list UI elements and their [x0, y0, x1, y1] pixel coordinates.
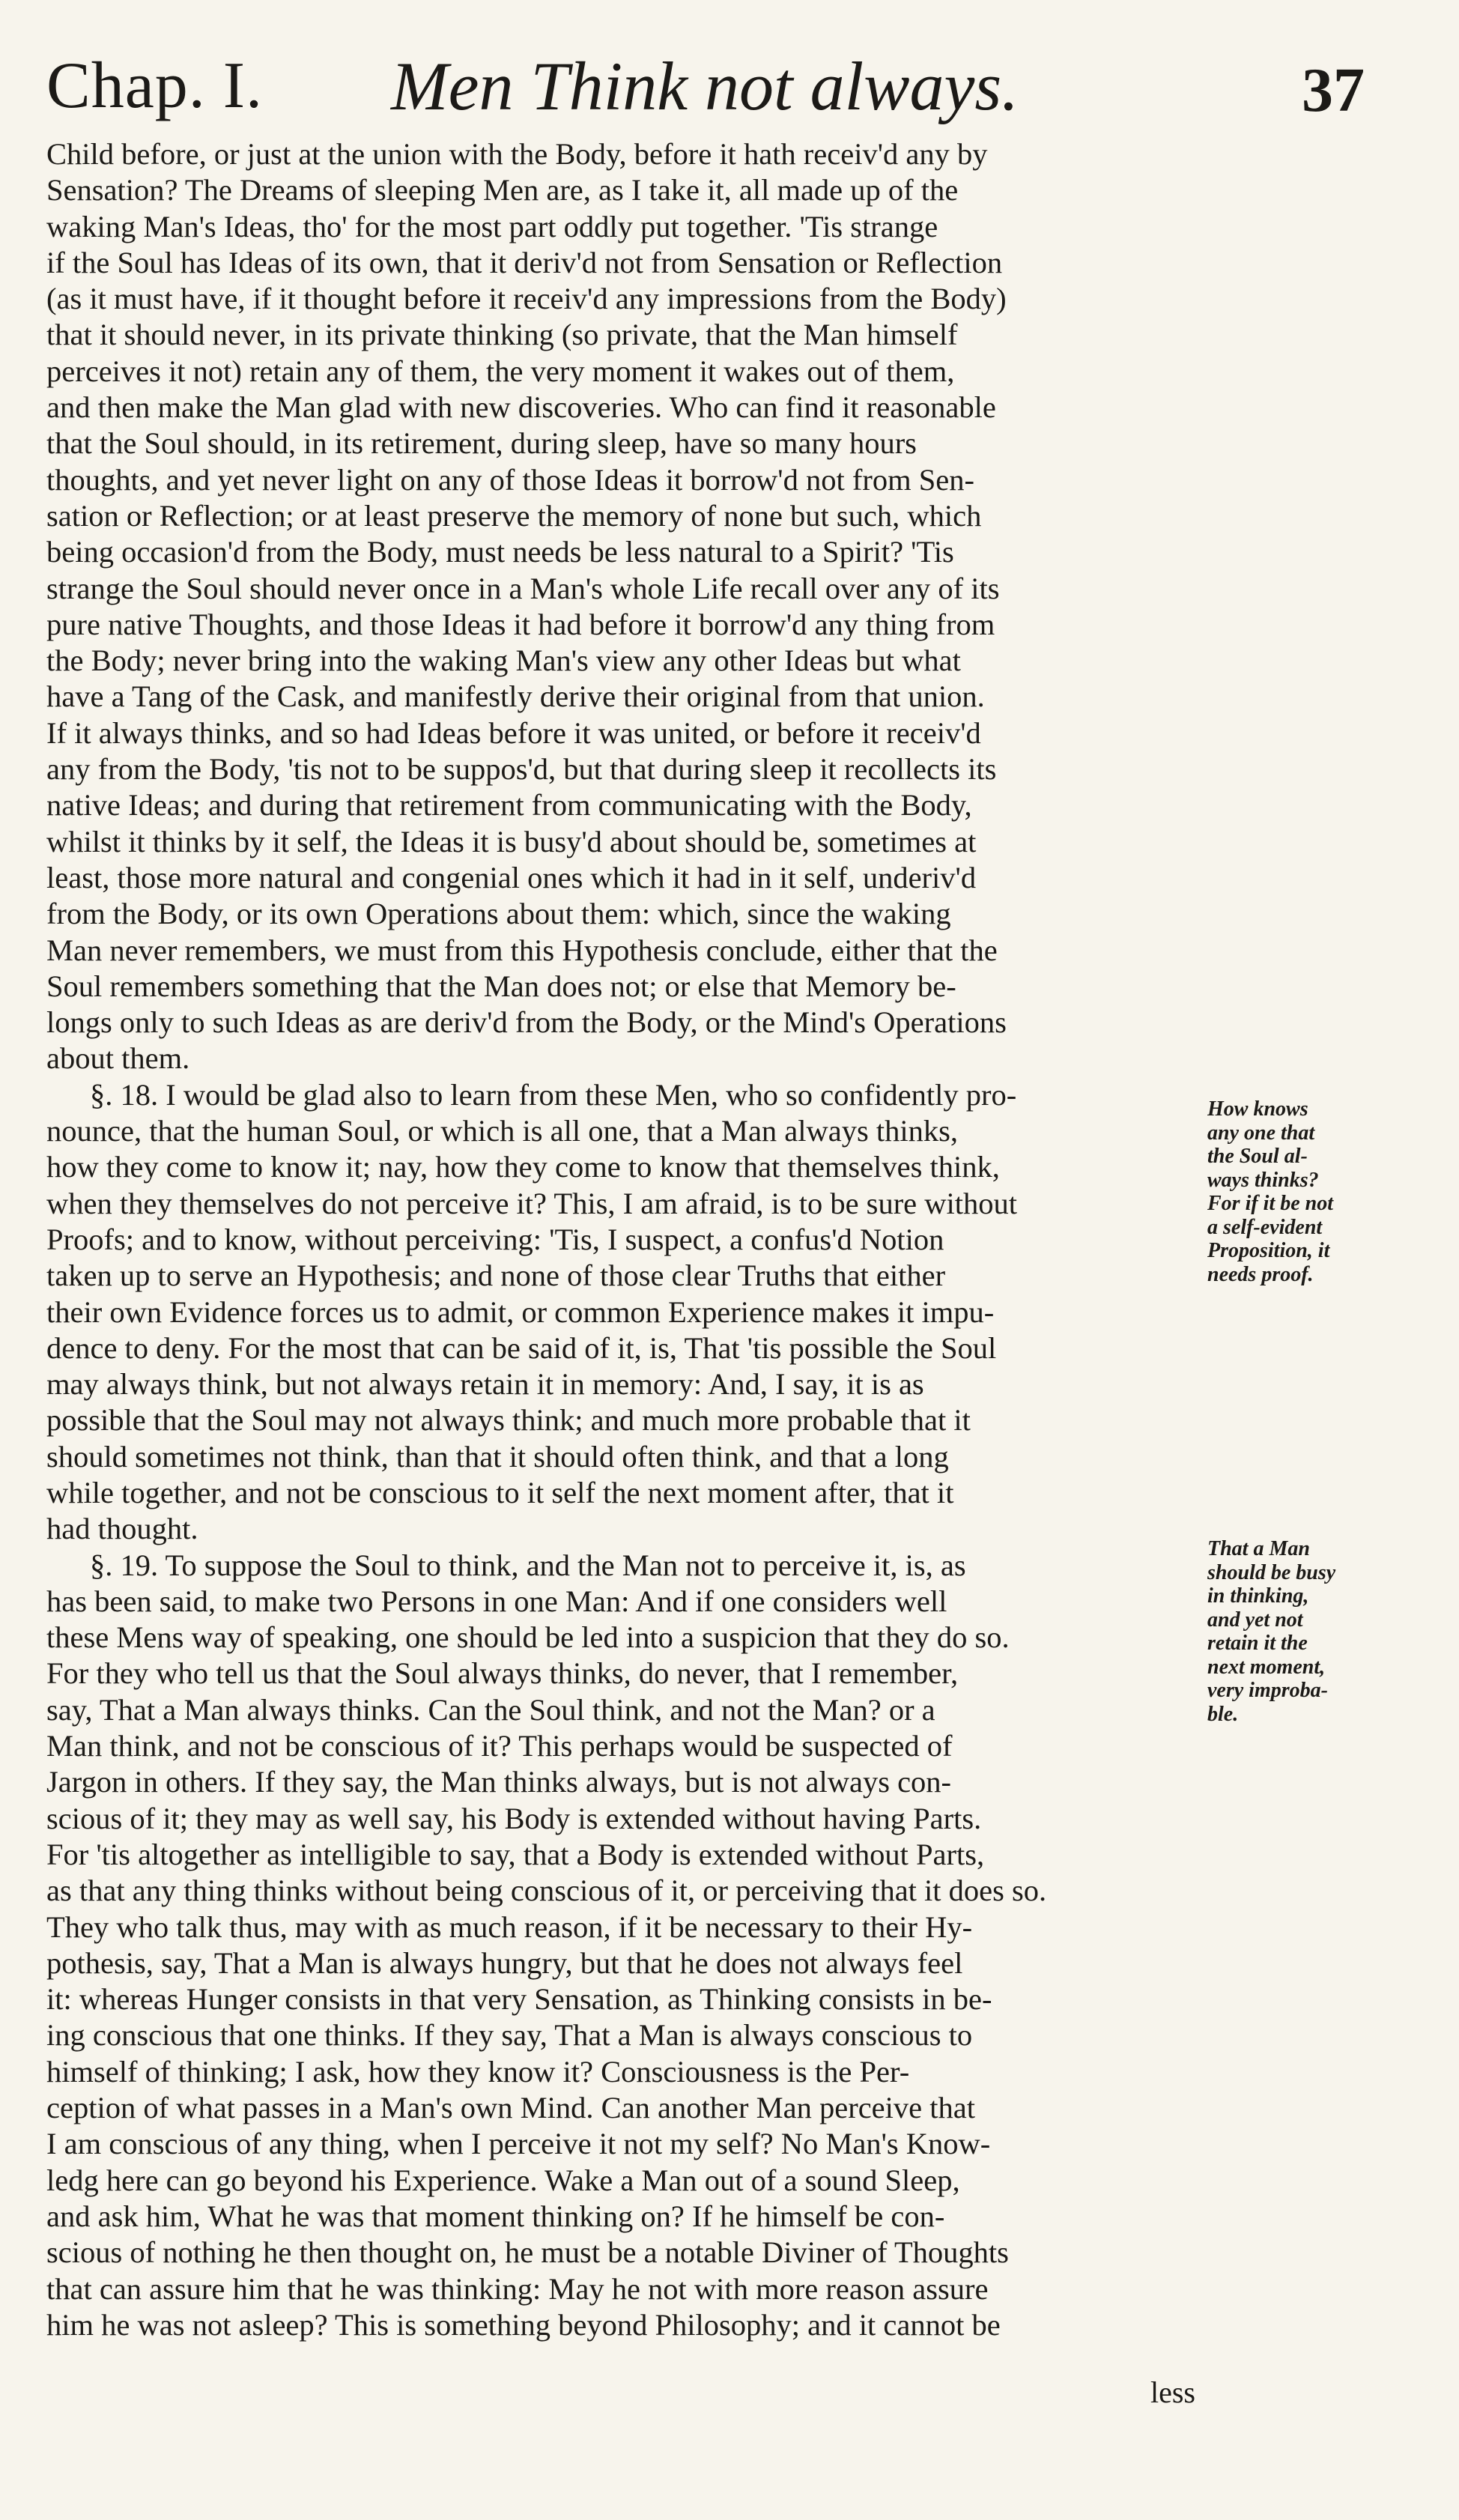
text-line: whilst it thinks by it self, the Ideas it is busy'd about should be, sometimes at: [46, 824, 977, 858]
text-line: thoughts, and yet never light on any of those Ideas it borrow'd not from Sen-: [46, 462, 974, 497]
main-text: [46, 136, 1200, 2376]
text-line: (as it must have, if it thought before it receiv'd any impressions from the Body): [46, 282, 1007, 316]
text-line: They who talk thus, may with as much reason, if it be necessary to their Hy-: [46, 1909, 973, 1944]
text-line: sation or Reflection; or at least preserve the memory of none but such, which: [46, 498, 982, 533]
text-line: Jargon in others. If they say, the Man thinks always, but is not always con-: [46, 1765, 952, 1799]
text-line: Man think, and not be conscious of it? This perhaps would be suspected of: [46, 1729, 953, 1763]
text-line: about them.: [46, 1041, 190, 1076]
text-line: when they themselves do not perceive it? This, I am afraid, is to be sure without: [46, 1186, 1018, 1220]
text-line: being occasion'd from the Body, must needs be less natural to a Spirit? 'Tis: [46, 535, 954, 569]
text-line: If it always thinks, and so had Ideas before it was united, or before it receiv'd: [46, 715, 981, 750]
text-line: taken up to serve an Hypothesis; and none of those clear Truths that either: [46, 1259, 946, 1293]
text-line: ledg here can go beyond his Experience. Wake a Man out of a sound Sleep,: [46, 2163, 960, 2197]
text-line: possible that the Soul may not always think; and much more probable that it: [46, 1403, 971, 1438]
margin-note-line: very improba-: [1207, 1679, 1328, 1702]
chapter-label: Chap. I.: [46, 49, 264, 122]
text-line: and ask him, What he was that moment thinking on? If he himself be con-: [46, 2199, 945, 2233]
text-line: how they come to know it; nay, how they come to know that themselves think,: [46, 1150, 1000, 1184]
text-line: from the Body, or its own Operations about them: which, since the waking: [46, 897, 951, 931]
text-line: these Mens way of speaking, one should be led into a suspicion that they do so.: [46, 1620, 1010, 1655]
text-line: it: whereas Hunger consists in that very Sensation, as Thinking consists in be-: [46, 1982, 992, 2017]
text-line: For 'tis altogether as intelligible to say, that a Body is extended without Parts,: [46, 1837, 985, 1871]
text-line: pure native Thoughts, and those Ideas it had before it borrow'd any thing from: [46, 607, 995, 641]
text-line: any from the Body, 'tis not to be suppos'd, but that during sleep it recollects its: [46, 752, 997, 787]
margin-note-line: in thinking,: [1207, 1584, 1309, 1608]
page-number: 37: [1302, 55, 1365, 125]
text-line: Child before, or just at the union with the Body, before it hath receiv'd any by: [46, 137, 988, 171]
paragraph-1: [46, 136, 1200, 1077]
text-line: had thought.: [46, 1512, 198, 1546]
text-line: ing conscious that one thinks. If they say, That a Man is always conscious to: [46, 2018, 973, 2053]
text-line: native Ideas; and during that retirement from communicating with the Body,: [46, 788, 972, 823]
text-line: §. 19. To suppose the Soul to think, and the Man not to perceive it, is, as: [90, 1548, 966, 1582]
text-line: I am conscious of any thing, when I perceive it not my self? No Man's Know-: [46, 2127, 991, 2161]
text-line: perceives it not) retain any of them, the very moment it wakes out of them,: [46, 354, 955, 388]
margin-note-line: ways thinks?: [1207, 1168, 1319, 1192]
margin-note-line: needs proof.: [1207, 1262, 1314, 1286]
text-line: while together, and not be conscious to it self the next moment after, that it: [46, 1475, 954, 1509]
margin-note-line: the Soul al-: [1207, 1145, 1308, 1168]
catchword: less: [1150, 2375, 1195, 2409]
margin-note-section-18: [1207, 1097, 1375, 1286]
text-line: that the Soul should, in its retirement, during sleep, have so many hours: [46, 426, 917, 461]
page-header: [46, 37, 1365, 135]
margin-note-line: ble.: [1207, 1702, 1239, 1726]
text-line: their own Evidence forces us to admit, or common Experience makes it impu-: [46, 1294, 995, 1329]
text-line: if the Soul has Ideas of its own, that it deriv'd not from Sensation or Reflection: [46, 245, 1003, 279]
text-line: For they who tell us that the Soul always thinks, do never, that I remember,: [46, 1656, 959, 1691]
paragraph-19: [46, 1548, 1200, 2344]
text-line: waking Man's Ideas, tho' for the most part oddly put together. 'Tis strange: [46, 209, 938, 243]
text-line: Man never remembers, we must from this Hypothesis conclude, either that the: [46, 933, 998, 967]
text-line: ception of what passes in a Man's own Mind. Can another Man perceive that: [46, 2091, 975, 2125]
text-line: least, those more natural and congenial ones which it had in it self, underiv'd: [46, 860, 977, 894]
text-line: Proofs; and to know, without perceiving: 'Tis, I suspect, a confus'd Notion: [46, 1222, 944, 1256]
margin-note-line: next moment,: [1207, 1655, 1326, 1679]
margin-note-line: That a Man: [1207, 1537, 1310, 1560]
text-line: Soul remembers something that the Man does not; or else that Memory be-: [46, 969, 956, 1003]
text-line: Sensation? The Dreams of sleeping Men are, as I take it, all made up of the: [46, 173, 959, 208]
text-line: the Body; never bring into the waking Man's view any other Ideas but what: [46, 643, 961, 678]
text-line: may always think, but not always retain it in memory: And, I say, it is as: [46, 1367, 924, 1402]
text-line: that it should never, in its private thinking (so private, that the Man himself: [46, 318, 958, 352]
running-title: Men Think not always.: [391, 48, 1019, 124]
text-line: scious of it; they may as well say, his Body is extended without having Parts.: [46, 1801, 982, 1835]
text-line: himself of thinking; I ask, how they know it? Consciousness is the Per-: [46, 2054, 910, 2089]
text-line: dence to deny. For the most that can be said of it, is, That 'tis possible the Soul: [46, 1330, 997, 1365]
text-line: scious of nothing he then thought on, he must be a notable Diviner of Thoughts: [46, 2235, 1009, 2270]
text-line: pothesis, say, That a Man is always hungry, but that he does not always feel: [46, 1945, 963, 1980]
margin-note-line: retain it the: [1207, 1632, 1308, 1655]
text-line: nounce, that the human Soul, or which is all one, that a Man always thinks,: [46, 1114, 959, 1148]
text-line: have a Tang of the Cask, and manifestly derive their original from that union.: [46, 679, 985, 714]
paragraph-18: [46, 1077, 1200, 1548]
text-line: as that any thing thinks without being conscious of it, or perceiving that it does so.: [46, 1874, 1047, 1908]
text-line: him he was not asleep? This is something beyond Philosophy; and it cannot be: [46, 2307, 1001, 2342]
text-line: that can assure him that he was thinking: May he not with more reason assure: [46, 2271, 989, 2306]
text-line: longs only to such Ideas as are deriv'd from the Body, or the Mind's Operations: [46, 1005, 1007, 1040]
text-line: has been said, to make two Persons in one Man: And if one considers well: [46, 1584, 947, 1618]
margin-note-section-19: [1207, 1537, 1375, 1726]
text-line: say, That a Man always thinks. Can the Soul think, and not the Man? or a: [46, 1692, 935, 1727]
margin-note-line: should be busy: [1207, 1560, 1336, 1584]
margin-note-line: a self-evident: [1207, 1215, 1323, 1239]
margin-note-line: For if it be not: [1207, 1192, 1334, 1215]
text-line: and then make the Man glad with new discoveries. Who can find it reasonable: [46, 390, 996, 425]
margin-note-line: any one that: [1207, 1121, 1315, 1145]
margin-note-line: Proposition, it: [1207, 1239, 1330, 1262]
margin-note-line: and yet not: [1207, 1608, 1303, 1632]
margin-note-line: How knows: [1207, 1097, 1308, 1121]
text-line: §. 18. I would be glad also to learn from these Men, who so confidently pro-: [90, 1077, 1017, 1112]
text-line: strange the Soul should never once in a Man's whole Life recall over any of its: [46, 571, 1000, 605]
text-line: should sometimes not think, than that it should often think, and that a long: [46, 1439, 949, 1473]
